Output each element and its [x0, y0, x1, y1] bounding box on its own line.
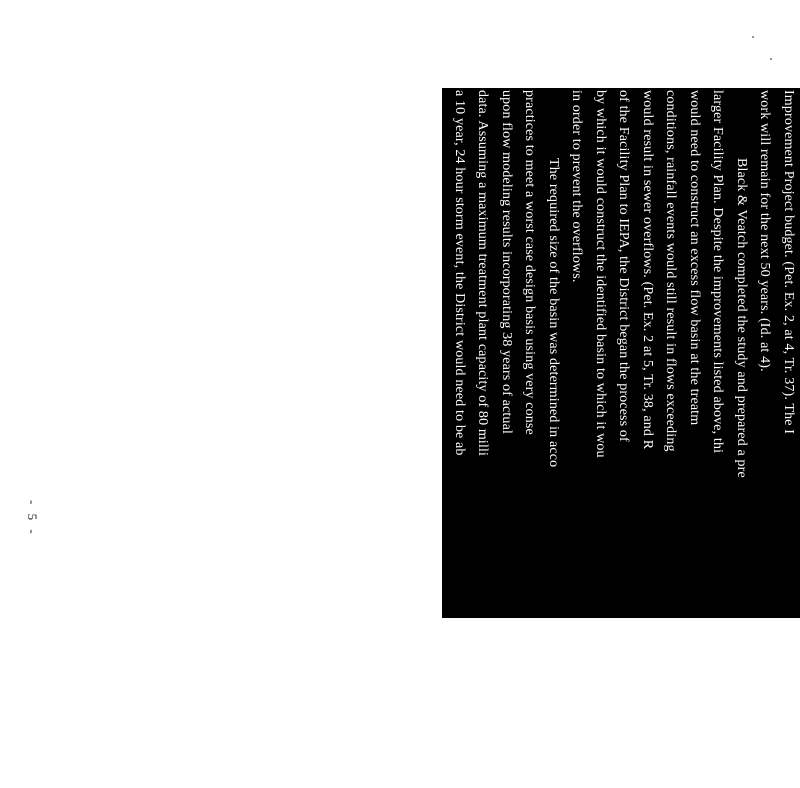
- text-line-4: larger Facility Plan. Despite the improvements listed above, thi: [706, 88, 730, 788]
- text-line-1: Improvement Project budget. (Pet. Ex. 2, at 4, Tr. 37). The I: [777, 88, 800, 788]
- scanned-text-block: [442, 88, 800, 618]
- text-line-21: MG which was a basin four to five times larger than that whic: [307, 88, 331, 788]
- rotated-text-column: [442, 88, 800, 788]
- text-line-22: storm. (Tr. 55, and R. 105-114). The previous historical actu: [283, 88, 307, 788]
- text-line-12: practices to meet a worst case design basis using very conse: [518, 88, 542, 788]
- text-line-7: would result in sewer overflows. (Pet. Ex. 2 at 5, Tr. 38, and R: [636, 88, 660, 788]
- text-line-10: in order to prevent the overflows.: [565, 88, 589, 788]
- text-line-5: would need to construct an excess flow basin at the treatm: [683, 88, 707, 788]
- text-line-6: conditions, rainfall events would still result in flows exceeding: [659, 88, 683, 788]
- text-line-8: of the Facility Plan to IEPA, the District began the process of: [612, 88, 636, 788]
- text-line-19: emptied. (Pet. Ex. 2 at 5, Tr. 38-39). Using a 10 year, 24 h: [354, 88, 378, 788]
- scan-speck: [752, 36, 754, 38]
- text-line-3: Black & Veatch completed the study and prepared a pre: [730, 88, 754, 788]
- text-line-16: peak total flow rate of 145.4 MGD. The design storm event w: [424, 88, 448, 788]
- text-line-2: work will remain for the next 50 years. (Id. at 4).: [753, 88, 777, 788]
- text-line-13: upon flow modeling results incorporating 38 years of actual: [495, 88, 519, 788]
- text-line-20: minimum 5 year, 24 hour storm event required by IEPA resulte: [330, 88, 354, 788]
- text-line-17: and require 65.4 MGD excess pumping capacity. The basin wo: [401, 88, 425, 788]
- page-number: - 5 -: [24, 500, 40, 537]
- text-line-11: The required size of the basin was determined in acco: [542, 88, 566, 788]
- text-line-9: by which it would construct the identified basin to which it wou: [589, 88, 613, 788]
- text-line-23: reflect the District's ongoing I&I reduction effort, which h: [260, 88, 284, 788]
- scan-speck: [770, 58, 772, 60]
- text-line-14: data. Assuming a maximum treatment plant capacity of 80 milli: [471, 88, 495, 788]
- text-line-15: a 10 year, 24 hour storm event, the District would need to be ab: [448, 88, 472, 788]
- text-line-18: one event per year requiring a total of two days during which th: [377, 88, 401, 788]
